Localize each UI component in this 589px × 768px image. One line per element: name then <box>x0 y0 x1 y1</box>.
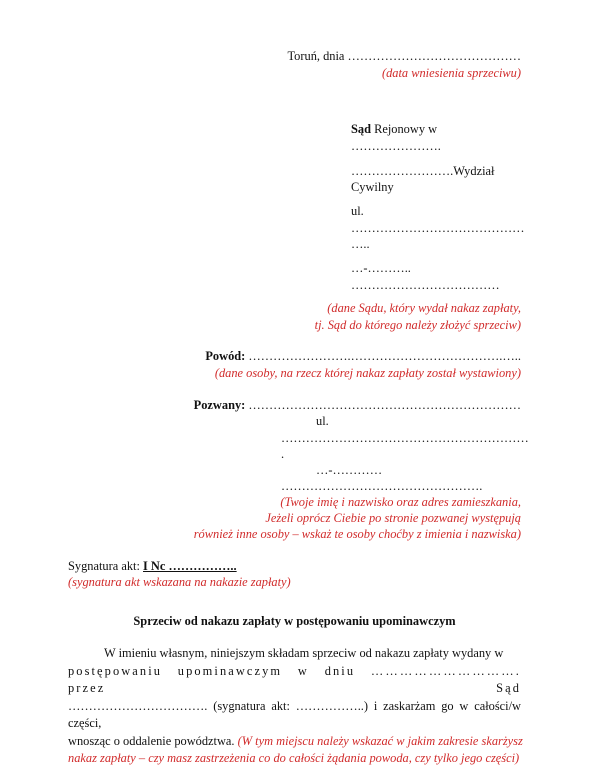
court-word: Sąd <box>351 122 371 136</box>
court-street-line: …………………………………… <box>351 221 525 235</box>
defendant-note-2: Jeżeli oprócz Ciebie po stronie pozwanej występują <box>265 511 521 525</box>
court-postcode: …-……….. <box>351 261 411 275</box>
court-city: ……………………………… <box>351 278 500 292</box>
signature-line <box>68 558 237 574</box>
defendant-postcode: …-………… <box>316 463 383 477</box>
court-line-4: Cywilny <box>351 180 394 194</box>
body-line-4 <box>68 733 521 751</box>
plaintiff-line <box>205 348 521 364</box>
plaintiff-value: …………………….……………………………….….. <box>245 349 521 363</box>
court-line-1-rest: Rejonowy w <box>370 122 438 136</box>
court-line-3: …………………….Wydział <box>351 164 495 178</box>
defendant-value: ………………………………………………………… <box>245 398 521 412</box>
defendant-note-3: również inne osoby – wskaż te osoby choćby z imienia i nazwiska) <box>193 527 521 541</box>
court-note-2: tj. Sąd do którego należy złożyć sprzeciw) <box>314 318 521 332</box>
plaintiff-label: Powód: <box>205 349 246 363</box>
defendant-city: …………………………………………. <box>281 479 483 493</box>
place-date-note: (data wniesienia sprzeciwu) <box>381 66 521 80</box>
court-street-label: ul. <box>351 204 364 218</box>
signature-note: (sygnatura akt wskazana na nakazie zapłaty) <box>68 575 291 589</box>
body-line-1: W imieniu własnym, niniejszym składam sprzeciw od nakazu zapłaty wydany w <box>104 646 504 660</box>
defendant-line <box>194 397 521 413</box>
defendant-street-line-end: . <box>281 447 285 461</box>
court-note-1: (dane Sądu, który wydał nakaz zapłaty, <box>327 301 521 315</box>
court-line-1 <box>351 121 437 137</box>
signature-label: Sygnatura akt: <box>68 559 144 573</box>
defendant-street-line: …………………………………………………… <box>281 431 529 445</box>
court-street-line-end: ….. <box>351 237 370 251</box>
body-paragraph <box>68 645 521 768</box>
court-line-2: …………………. <box>351 139 441 153</box>
plaintiff-note: (dane osoby, na rzecz której nakaz zapłaty został wystawiony) <box>214 366 521 380</box>
place-date: Toruń, dnia …………………………………… <box>287 49 521 63</box>
signature-value: I Nc …………….. <box>143 559 237 573</box>
body-line-3: ……………………………. (sygnatura akt: ……………..) i zaskarżam go w całości/w części, <box>68 698 521 730</box>
document-title <box>68 613 521 629</box>
defendant-note-1: (Twoje imię i nazwisko oraz adres zamieszkania, <box>280 495 521 509</box>
defendant-street-label: ul. <box>316 414 329 428</box>
body-line-2: postępowaniu upominawczym w dniu …………………………. przez Sąd <box>68 663 521 695</box>
body-line-4-text: wnosząc o oddalenie powództwa. <box>68 733 238 748</box>
body-line-4-note: (W tym miejscu należy wskazać w jakim zakresie skarżysz <box>237 733 523 748</box>
body-line-5-note: nakaz zapłaty – czy masz zastrzeżenia co do całości żądania powoda, czy tylko jego części) <box>68 751 520 765</box>
document-title-text: Sprzeciw od nakazu zapłaty w postępowaniu upominawczym <box>133 614 456 628</box>
defendant-label: Pozwany: <box>193 398 246 412</box>
